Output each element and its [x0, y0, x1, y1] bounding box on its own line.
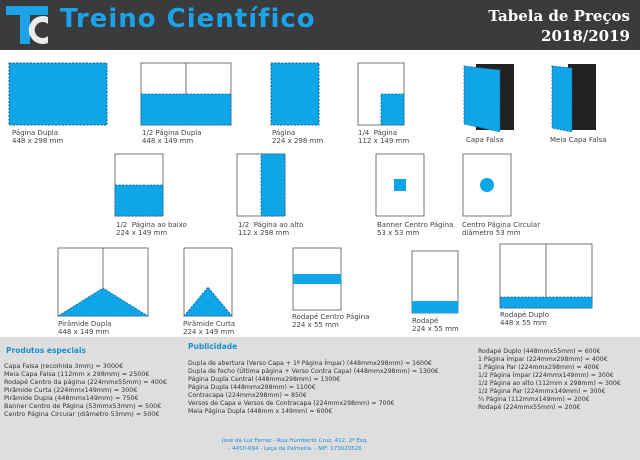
- tile-label-pagina: Página 224 x 298 mm: [272, 129, 324, 145]
- footer-address: [195, 437, 395, 453]
- list-item: Rodapé (224mmx55mm) = 200€: [478, 404, 581, 411]
- list-item: Meia Capa Falsa (112mm x 298mm) = 2500€: [4, 370, 150, 378]
- list-item: Contracapa (224mmx298mm) = 850€: [188, 392, 307, 399]
- list-item: Capa Falsa (recolhida 3mm) = 3000€: [4, 362, 124, 370]
- tile-meia-capa-falsa: [548, 62, 598, 132]
- tile-meia-pagina-dupla: [140, 62, 232, 126]
- tile-label-centro-circular: Centro Página Circular diâmetro 53 mm: [462, 221, 541, 237]
- tile-piramide-dupla: [57, 247, 149, 317]
- tile-label-pagina-dupla: Página Dupla 448 x 298 mm: [12, 129, 64, 145]
- list-item: 1/2 Página Ímpar (224mmx149mm) = 300€: [478, 372, 614, 379]
- list-item: 1 Página Ímpar (224mmx298mm) = 400€: [478, 356, 608, 363]
- tile-banner-centro: [375, 153, 425, 217]
- publicidade-list: [188, 360, 439, 416]
- tc-logo-icon: [4, 3, 50, 47]
- header-bar: [0, 0, 640, 50]
- tile-label-meia-capa-falsa: Meia Capa Falsa: [550, 136, 607, 144]
- produtos-title: Produtos especiais: [6, 346, 86, 355]
- tile-label-meia-pagina-dupla: 1/2 Página Dupla 448 x 149 mm: [142, 129, 202, 145]
- publicidade-title: Publicidade: [188, 342, 238, 351]
- tile-label-meia-pagina-alto: 1/2 Página ao alto 112 x 298 mm: [238, 221, 304, 237]
- tile-meia-pagina-baixo: [114, 153, 164, 217]
- list-item: Pirâmide Curta (224mmx149mm) = 300€: [4, 386, 138, 394]
- tile-label-quarto-pagina: 1/4 Página 112 x 149 mm: [358, 129, 410, 145]
- list-item: 1/2 Página ao alto (112mm x 298mm) = 300€: [478, 380, 621, 387]
- produtos-list: [4, 362, 167, 418]
- list-item: Dupla de fecho (Última página + Verso Contra Capa) (448mmx298mm) = 1300€: [188, 368, 439, 375]
- tile-meia-pagina-alto: [236, 153, 286, 217]
- list-item: Versos de Capa e Versos de Contracapa (224mmx298mm) = 700€: [188, 400, 395, 407]
- list-item: 1/2 Página Par (224mmx149mm) = 300€: [478, 388, 606, 395]
- footer-line-2: - 4450-694 - Leça da Palmeira. - NIF: 173020526: [228, 446, 362, 452]
- tile-piramide-curta: [183, 247, 233, 317]
- list-item: Página Dupla Central (448mmx298mm) = 1300€: [188, 376, 341, 383]
- tile-label-piramide-curta: Pirâmide Curta 224 x 149 mm: [183, 320, 236, 336]
- tile-rodape-duplo: [499, 243, 593, 309]
- list-item: Dupla de abertura (Verso Capa + 1ª Página Ímpar) (448mmx298mm) = 1600€: [188, 360, 432, 367]
- tile-quarto-pagina: [357, 62, 405, 126]
- tile-capa-falsa: [460, 62, 516, 132]
- tile-label-meia-pagina-baixo: 1/2 Página ao baixo 224 x 149 mm: [116, 221, 187, 237]
- list-item: Rodapé Centro da página (224mmx55mm) = 400€: [4, 378, 167, 386]
- tile-rodape: [411, 250, 459, 314]
- page-title: [488, 6, 630, 46]
- list-item: Página Dupla (448mmx298mm) = 1100€: [188, 384, 316, 391]
- list-item: Rodapé Duplo (448mmx55mm) = 600€: [478, 348, 601, 355]
- tile-label-rodape: Rodapé 224 x 55 mm: [412, 317, 459, 333]
- publicidade-list-2: [478, 348, 621, 412]
- tile-label-rodape-duplo: Rodapé Duplo 448 x 55 mm: [500, 311, 550, 327]
- list-item: Pirâmide Dupla (448mmx149mm) = 750€: [4, 394, 139, 402]
- footer-line-1: José da Luz Ferraz - Rua Humberto Cruz, 412, 2º Esq.: [221, 438, 369, 444]
- tile-pagina: [270, 62, 320, 126]
- title-line-2: 2018/2019: [541, 27, 630, 45]
- list-item: Centro Página Circular (diâmetro 53mm) = 500€: [4, 410, 160, 418]
- tile-centro-circular: [462, 153, 512, 217]
- list-item: ¼ Página (112mmx149mm) = 200€: [478, 396, 590, 403]
- title-line-1: Tabela de Preços: [488, 7, 630, 25]
- tile-label-banner-centro: Banner Centro Página 53 x 53 mm: [377, 221, 454, 237]
- tile-rodape-centro: [292, 247, 342, 311]
- brand-name: Treino Científico: [60, 4, 316, 34]
- list-item: 1 Página Par (224mmx298mm) = 400€: [478, 364, 600, 371]
- tile-label-rodape-centro: Rodapé Centro Página 224 x 55 mm: [292, 313, 370, 329]
- tile-pagina-dupla: [8, 62, 108, 126]
- list-item: Banner Centro de Página (53mmx53mm) = 500€: [4, 402, 162, 410]
- tile-label-piramide-dupla: Pirâmide Dupla 448 x 149 mm: [58, 320, 112, 336]
- tile-label-capa-falsa: Capa Falsa: [466, 136, 504, 144]
- list-item: Meia Página Dupla (448mm x 149mm) = 600€: [188, 408, 333, 415]
